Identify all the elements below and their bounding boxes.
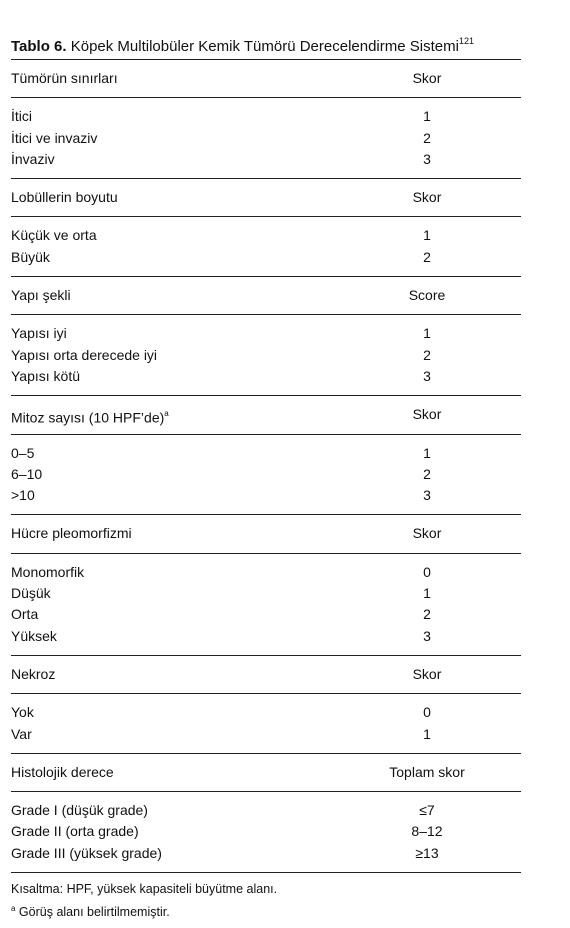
table-row-score: 3 xyxy=(423,367,431,384)
table-row-label-text: Düşük xyxy=(11,585,51,602)
table-row xyxy=(11,485,521,506)
section-header xyxy=(11,664,521,685)
table-row xyxy=(11,128,521,149)
table-row-label-text: Grade III (yüksek grade) xyxy=(11,844,162,861)
table-row-label-text: Var xyxy=(11,725,32,742)
abbreviation-note: Kısaltma: HPF, yüksek kapasiteli büyütme alanı. xyxy=(11,882,278,896)
table-row-label xyxy=(11,366,80,387)
table-row-label xyxy=(11,106,32,127)
table-row xyxy=(11,800,521,821)
footnote xyxy=(11,899,277,922)
table-row-label xyxy=(11,323,67,344)
table-row-label-text: İtici xyxy=(11,108,32,125)
table-row-label xyxy=(11,247,50,268)
table-row xyxy=(11,106,521,127)
table-row-score: 1 xyxy=(423,585,431,602)
table-row-label-text: Grade I (düşük grade) xyxy=(11,802,148,819)
table-row-label-text: Yapısı orta derecede iyi xyxy=(11,346,158,363)
table-row-label-text: Grade II (orta grade) xyxy=(11,823,139,840)
table-row-score: 2 xyxy=(423,346,431,363)
table-row-label-text: Küçük ve orta xyxy=(11,227,97,244)
table-row-label-text: 0–5 xyxy=(11,444,35,461)
table-row xyxy=(11,562,521,583)
table-row xyxy=(11,724,521,745)
table-row-label-text: İnvaziv xyxy=(11,150,55,167)
section-header-label-text: Yapı şekli xyxy=(11,287,71,304)
table-row-score: 2 xyxy=(423,129,431,146)
section-header xyxy=(11,404,521,425)
table-row-score: 1 xyxy=(423,108,431,125)
section-header-score: Skor xyxy=(412,665,442,682)
table-row-label-text: Yüksek xyxy=(11,627,57,644)
table-row-label-text: Yapısı kötü xyxy=(11,367,81,384)
table-row xyxy=(11,464,521,485)
table-row-score: 8–12 xyxy=(411,823,443,840)
caption-reference: 121 xyxy=(458,36,474,46)
table-row xyxy=(11,323,521,344)
grading-table xyxy=(11,59,521,873)
footnote-marker: a xyxy=(11,904,16,913)
section-header xyxy=(11,762,521,783)
table-row-label xyxy=(11,464,42,485)
section-header-label xyxy=(11,523,132,544)
section-header-label xyxy=(11,404,169,429)
section-header xyxy=(11,187,521,208)
table-row xyxy=(11,843,521,864)
section-header-label-text: Nekroz xyxy=(11,665,56,682)
section-bottom-rule xyxy=(11,872,521,873)
table-row xyxy=(11,583,521,604)
table-row-label-text: Yapısı iyi xyxy=(11,325,67,342)
section-header-score: Skor xyxy=(412,70,442,86)
section-header-score: Score xyxy=(408,287,446,304)
section-header-label xyxy=(11,664,55,685)
table-row-label xyxy=(11,443,34,464)
table-row-score: 1 xyxy=(423,325,431,342)
caption-title: Köpek Multilobüler Kemik Tümörü Derecelendirme Sistemi xyxy=(66,38,459,55)
table-row-label xyxy=(11,562,84,583)
table-row xyxy=(11,443,521,464)
section-header-label xyxy=(11,68,118,89)
section-header-score: Skor xyxy=(412,525,442,542)
section-header-score: Skor xyxy=(412,189,442,206)
table-row-label-text: Orta xyxy=(11,606,39,623)
table-row-label xyxy=(11,702,34,723)
section-header-label-text: Lobüllerin boyutu xyxy=(11,189,118,206)
table-row xyxy=(11,821,521,842)
table-row-label xyxy=(11,345,157,366)
table-row-label xyxy=(11,225,97,246)
table-row-score: 1 xyxy=(423,725,431,742)
section-header xyxy=(11,523,521,544)
table-row-score: ≤7 xyxy=(419,802,435,819)
table-row-label-text: 6–10 xyxy=(11,465,43,482)
section-header-label-text: Mitoz sayısı (10 HPF’de) xyxy=(11,409,165,426)
table-row-score: 0 xyxy=(423,704,431,721)
table-row-label-text: >10 xyxy=(11,487,35,504)
section-header-score: Toplam skor xyxy=(389,763,465,780)
table-row-label-text: Monomorfik xyxy=(11,563,85,580)
table-row-label xyxy=(11,128,97,149)
table-row xyxy=(11,149,521,170)
caption-label: Tablo 6. xyxy=(11,38,67,55)
table-row xyxy=(11,702,521,723)
table-row xyxy=(11,366,521,387)
table-row-score: 0 xyxy=(423,563,431,580)
table-row-label xyxy=(11,604,38,625)
section-header-label-text: Hücre pleomorfizmi xyxy=(11,525,132,542)
table-row-label-text: İtici ve invaziv xyxy=(11,129,98,146)
table-row-label xyxy=(11,626,57,647)
table-row-label xyxy=(11,800,148,821)
section-header-footnote-marker: a xyxy=(164,409,169,419)
section-header-label-text: Tümörün sınırları xyxy=(11,70,118,86)
table-row-label xyxy=(11,149,55,170)
table-row xyxy=(11,247,521,268)
table-row-score: 1 xyxy=(423,444,431,461)
table-row xyxy=(11,225,521,246)
table-caption xyxy=(11,32,561,57)
section-header-score: Skor xyxy=(412,406,442,423)
table-row-label-text: Büyük xyxy=(11,248,50,265)
table-footer xyxy=(11,879,277,922)
section-header-label xyxy=(11,187,118,208)
footnote-text: Görüş alanı belirtilmemiştir. xyxy=(15,905,170,920)
table-row-label xyxy=(11,724,32,745)
table-row-label-text: Yok xyxy=(11,704,34,721)
table-row-score: 3 xyxy=(423,487,431,504)
table-row-label xyxy=(11,485,35,506)
table-row-label xyxy=(11,583,51,604)
table-row xyxy=(11,345,521,366)
table-row-label xyxy=(11,821,139,842)
section-header-label-text: Histolojik derece xyxy=(11,763,114,780)
section-header xyxy=(11,68,521,89)
table-row xyxy=(11,604,521,625)
table-row-score: 3 xyxy=(423,150,431,167)
table-row-score: 3 xyxy=(423,627,431,644)
section-header xyxy=(11,285,521,306)
section-header-label xyxy=(11,762,114,783)
table-row xyxy=(11,626,521,647)
table-row-score: 2 xyxy=(423,606,431,623)
table-row-score: 1 xyxy=(423,227,431,244)
table-row-score: 2 xyxy=(423,248,431,265)
table-row-score: 2 xyxy=(423,465,431,482)
table-row-score: ≥13 xyxy=(415,844,439,861)
section-header-label xyxy=(11,285,71,306)
table-row-label xyxy=(11,843,162,864)
